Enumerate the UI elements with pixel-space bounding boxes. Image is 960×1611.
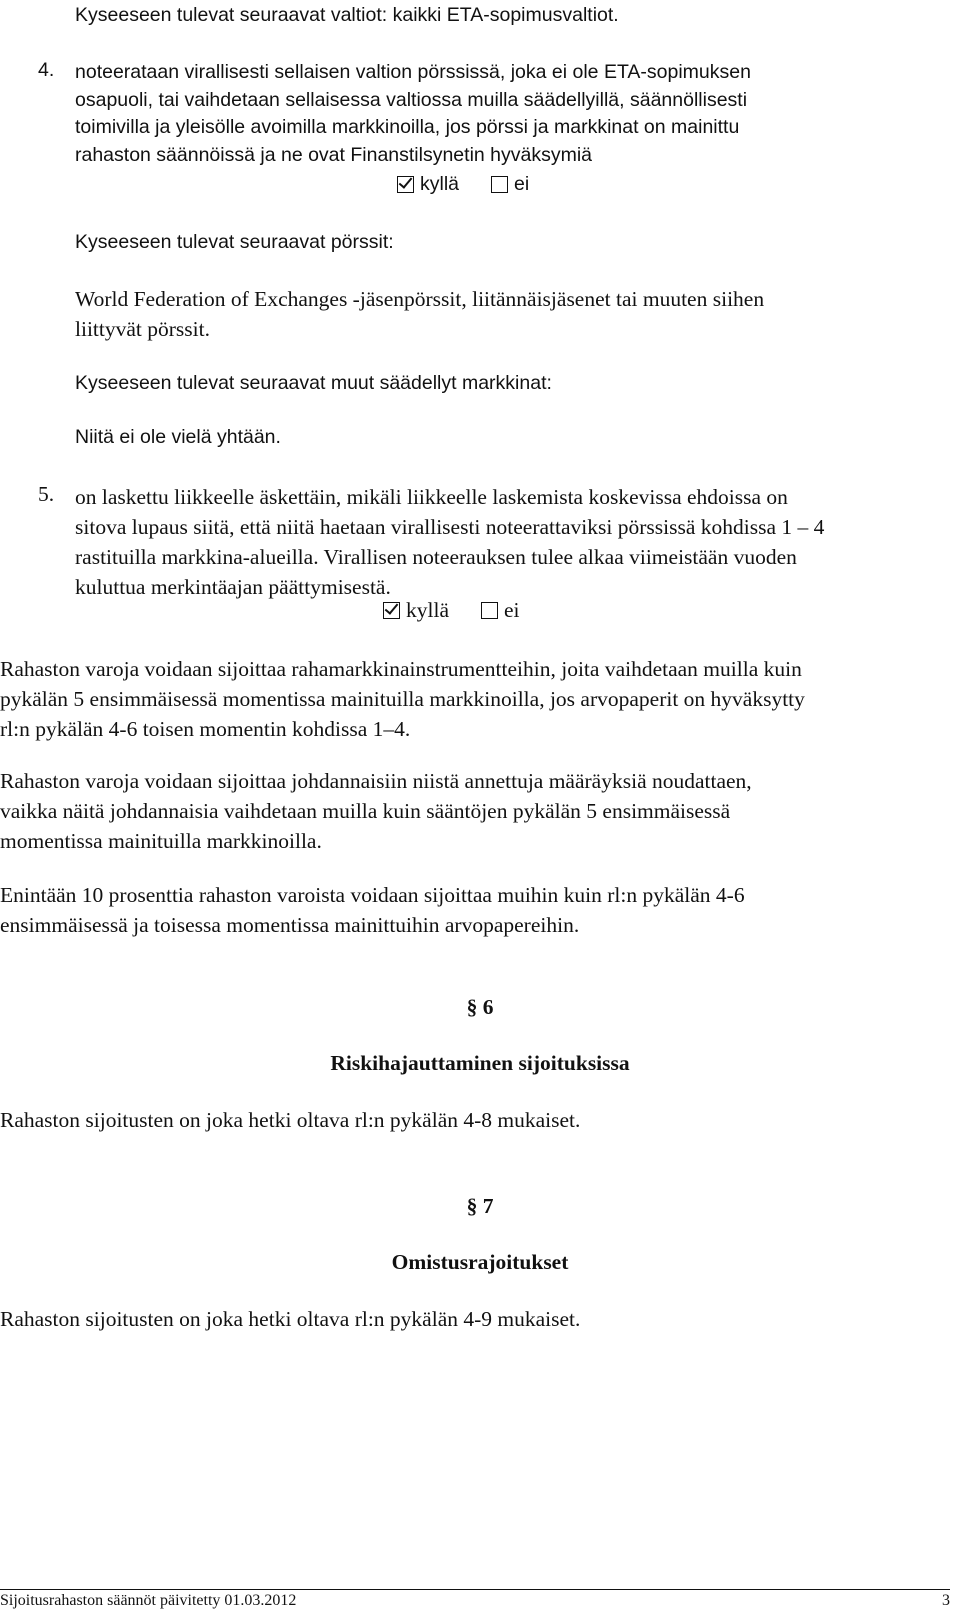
item-5-text (75, 482, 824, 602)
item-5-line: on laskettu liikkeelle äskettäin, mikäli liikkeelle laskemista koskevissa ehdoissa on (75, 485, 788, 509)
item-4-choice (397, 173, 529, 196)
no-label: ei (514, 173, 530, 195)
top-line: Kyseeseen tulevat seuraavat valtiot: kaikki ETA-sopimusvaltiot. (75, 4, 619, 26)
no-label: ei (504, 598, 520, 622)
item-4-line: toimivilla ja yleisölle avoimilla markkinoilla, jos pörssi ja markkinat on mainittu (75, 116, 740, 138)
item-5-number: 5. (38, 482, 55, 506)
exchanges-heading: Kyseeseen tulevat seuraavat pörssit: (75, 231, 394, 253)
item-4-line: osapuoli, tai vaihdetaan sellaisessa valtiossa muilla säädellyillä, säännöllisesti (75, 88, 748, 111)
other-markets-heading: Kyseeseen tulevat seuraavat muut säädellyt markkinat: (75, 372, 552, 394)
paragraph-line: vaikka näitä johdannaisia vaihdetaan muilla kuin sääntöjen pykälän 5 ensimmäisessä (0, 799, 731, 823)
yes-label: kyllä (420, 173, 460, 195)
paragraph-line: Enintään 10 prosenttia rahaston varoista voidaan sijoittaa muihin kuin rl:n pykälän 4-6 (0, 883, 745, 907)
checkbox-no-icon[interactable] (481, 602, 498, 619)
section-6-text: Rahaston sijoitusten on joka hetki oltava rl:n pykälän 4-8 mukaiset. (0, 1108, 581, 1132)
item-4-line: noteerataan virallisesti sellaisen valtion pörssissä, joka ei ole ETA-sopimuksen (75, 61, 751, 83)
item-5-line: kuluttua merkintäajan päättymisestä. (75, 575, 391, 599)
item-5-line: sitova lupaus siitä, että niitä haetaan virallisesti noteerattaviksi pörssissä kohdissa 1 – 4 (75, 515, 825, 539)
paragraph-line: Rahaston varoja voidaan sijoittaa johdannaisiin niistä annettuja määräyksiä noudattaen, (0, 769, 752, 793)
paragraph-ten-percent (0, 880, 745, 940)
paragraph-line: momentissa mainituilla markkinoilla. (0, 829, 322, 853)
paragraph-line: pykälän 5 ensimmäisessä momentissa mainituilla markkinoilla, jos arvopaperit on hyväksytty (0, 687, 805, 711)
exchanges-line: World Federation of Exchanges -jäsenpörssit, liitännäisjäsenet tai muuten siihen (75, 287, 765, 311)
exchanges-line: liittyvät pörssit. (75, 317, 210, 341)
exchanges-text (75, 284, 764, 344)
checkbox-yes-checked-icon[interactable] (383, 602, 400, 619)
item-4-line: rahaston säännöissä ja ne ovat Finanstilsynetin hyväksymiä (75, 143, 593, 166)
yes-label: kyllä (406, 598, 449, 622)
paragraph-line: ensimmäisessä ja toisessa momentissa mainittuihin arvopapereihin. (0, 913, 580, 937)
section-7-text: Rahaston sijoitusten on joka hetki oltava rl:n pykälän 4-9 mukaiset. (0, 1307, 581, 1331)
item-5-choice (383, 598, 520, 623)
paragraph-derivatives (0, 766, 752, 856)
item-5-line: rastituilla markkina-alueilla. Virallisen noteerauksen tulee alkaa viimeistään vuoden (75, 545, 797, 569)
checkbox-no-icon[interactable] (491, 176, 508, 193)
paragraph-line: rl:n pykälän 4-6 toisen momentin kohdissa 1–4. (0, 717, 411, 741)
paragraph-line: Rahaston varoja voidaan sijoittaa rahamarkkinainstrumentteihin, joita vaihdetaan muilla kuin (0, 657, 802, 681)
checkbox-yes-checked-icon[interactable] (397, 176, 414, 193)
page-footer (0, 1589, 950, 1610)
section-7-number: § 7 (466, 1194, 494, 1218)
section-6-title: Riskihajauttaminen sijoituksissa (330, 1051, 630, 1075)
page-number: 3 (942, 1592, 950, 1609)
section-7-title: Omistusrajoitukset (391, 1250, 569, 1274)
footer-text: Sijoitusrahaston säännöt päivitetty 01.03.2012 (0, 1592, 297, 1609)
item-4-number: 4. (38, 59, 55, 81)
item-4-text (75, 59, 751, 169)
section-6-number: § 6 (466, 995, 494, 1019)
other-markets-text: Niitä ei ole vielä yhtään. (75, 426, 281, 448)
paragraph-money-market (0, 654, 805, 744)
